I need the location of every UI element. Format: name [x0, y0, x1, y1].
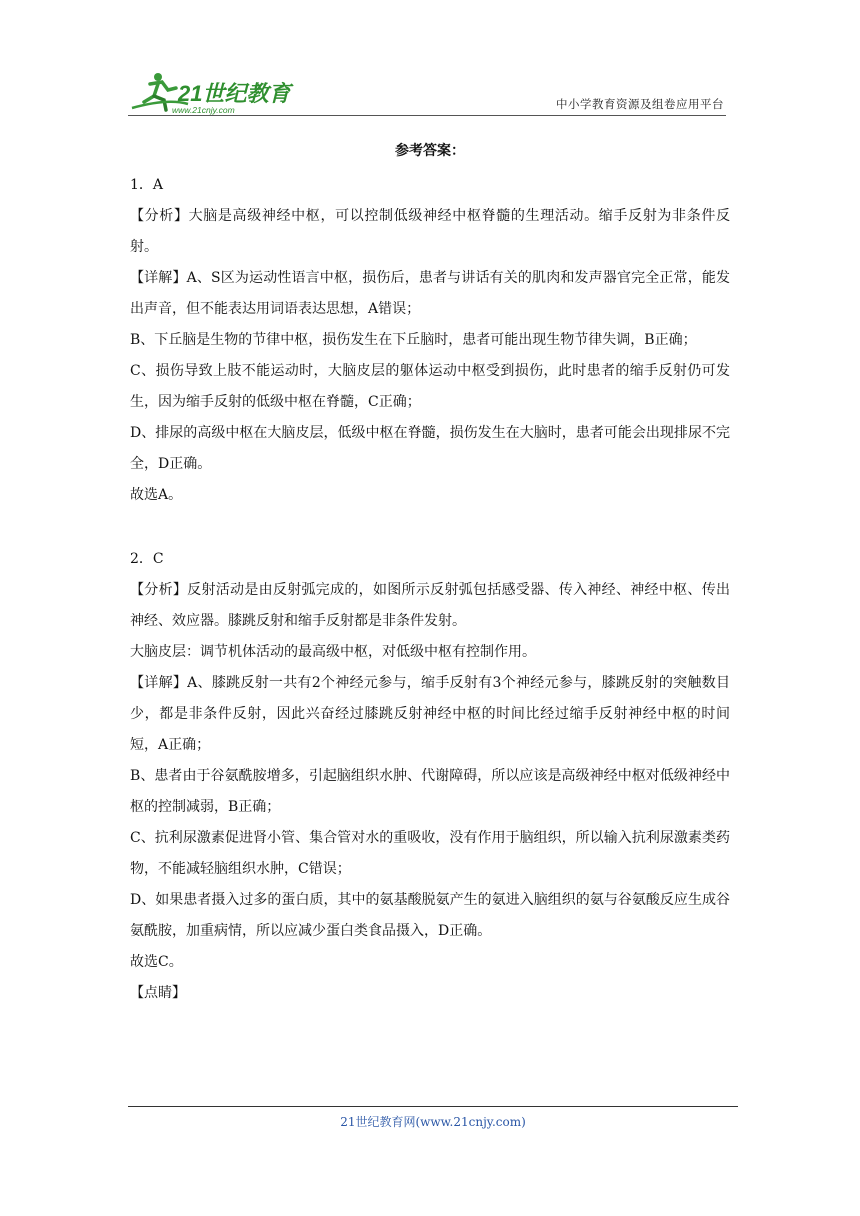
header-tagline: 中小学教育资源及组卷应用平台: [556, 97, 724, 111]
q1-detail: 【详解】A、S区为运动性语言中枢，损伤后，患者与讲话有关的肌肉和发声器官完全正常，能发出声音，但不能表达用词语表达思想，A错误；: [130, 270, 730, 317]
q2-cortex-note: 大脑皮层：调节机体活动的最高级中枢，对低级中枢有控制作用。: [130, 644, 536, 660]
svg-text:www.21cnjy.com: www.21cnjy.com: [172, 105, 235, 115]
footer-divider: [128, 1106, 738, 1107]
q2-option-c: C、抗利尿激素促进肾小管、集合管对水的重吸收，没有作用于脑组织，所以输入抗利尿激素类药物，不能减轻脑组织水肿，C错误；: [130, 830, 730, 877]
q2-answer: 2．C: [130, 551, 164, 567]
q2-analysis: 【分析】反射活动是由反射弧完成的，如图所示反射弧包括感受器、传入神经、神经中枢、传出神经、效应器。膝跳反射和缩手反射都是非条件发射。: [130, 582, 730, 629]
q2-comment: 【点睛】: [130, 985, 186, 1001]
q1-option-c: C、损伤导致上肢不能运动时，大脑皮层的躯体运动中枢受到损伤，此时患者的缩手反射仍可发生，因为缩手反射的低级中枢在脊髓，C正确；: [130, 363, 730, 410]
q2-option-d: D、如果患者摄入过多的蛋白质，其中的氨基酸脱氨产生的氨进入脑组织的氨与谷氨酸反应生成谷氨酰胺，加重病情，所以应减少蛋白类食品摄入，D正确。: [130, 892, 730, 939]
answer-section: [130, 128, 730, 1009]
page-header: [128, 62, 726, 118]
q1-option-b: B、下丘脑是生物的节律中枢，损伤发生在下丘脑时，患者可能出现生物节律失调，B正确；: [130, 332, 697, 348]
q1-analysis: 【分析】大脑是高级神经中枢，可以控制低级神经中枢脊髓的生理活动。缩手反射为非条件反射。: [130, 208, 730, 255]
question-spacer: [130, 511, 730, 544]
page-title: 参考答案：: [395, 143, 465, 159]
q1-option-d: D、排尿的高级中枢在大脑皮层，低级中枢在脊髓，损伤发生在大脑时，患者可能会出现排尿不完全，D正确。: [130, 425, 730, 472]
q1-answer: 1．A: [130, 177, 164, 193]
svg-text:21世纪教育: 21世纪教育: [178, 81, 291, 106]
q2-detail: 【详解】A、膝跳反射一共有2个神经元参与，缩手反射有3个神经元参与，膝跳反射的突触数目少，都是非条件反射，因此兴奋经过膝跳反射神经中枢的时间比经过缩手反射神经中枢的时间短，A正确；: [130, 675, 730, 753]
q2-choice: 故选C。: [130, 954, 183, 970]
q1-choice: 故选A。: [130, 487, 183, 503]
q2-option-b: B、患者由于谷氨酰胺增多，引起脑组织水肿、代谢障碍，所以应该是高级神经中枢对低级神经中枢的控制减弱，B正确；: [130, 768, 730, 815]
logo-21cnjy: [128, 68, 298, 116]
footer-link[interactable]: 21世纪教育网(www.21cnjy.com): [340, 1115, 526, 1129]
header-divider: [128, 115, 726, 116]
